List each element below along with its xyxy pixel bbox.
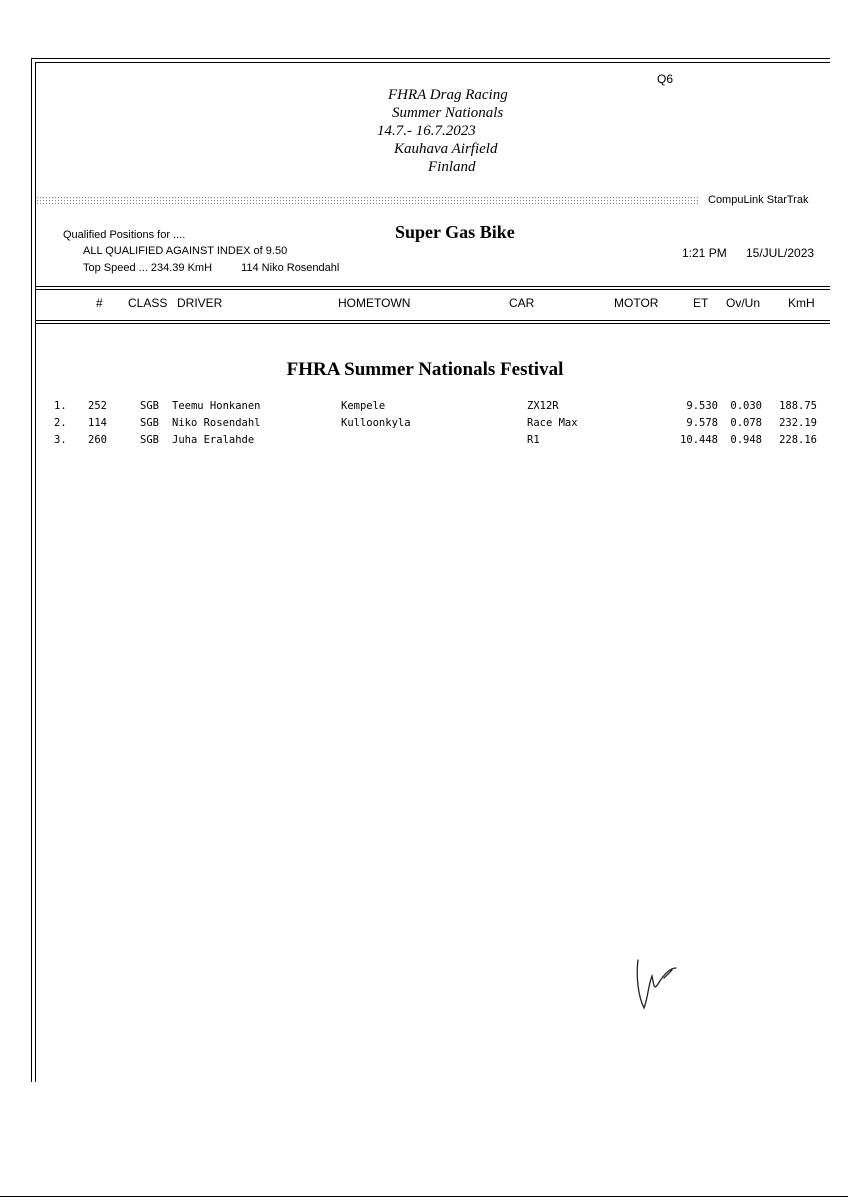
report-code: Q6 [657,72,674,86]
col-driver: DRIVER [177,296,223,310]
event-series: Summer Nationals [392,105,504,121]
header-rule-bottom-b [35,323,830,324]
row-driver: Teemu Honkanen [172,400,261,412]
top-speed-label: Top Speed ... 234.39 KmH [83,262,213,274]
col-motor: MOTOR [614,296,659,310]
row-hometown: Kulloonkyla [341,417,411,429]
row-position: 3. [54,434,67,446]
row-kmh: 188.75 [779,400,817,412]
row-hometown: Kempele [341,400,386,412]
report-date: 15/JUL/2023 [746,246,815,260]
top-speed-holder: 114 Niko Rosendahl [241,262,340,274]
row-ovun: 0.948 [730,434,762,446]
col-car: CAR [509,296,535,310]
frame-top-inner [35,62,830,63]
report-time: 1:21 PM [682,246,727,260]
qualified-index: ALL QUALIFIED AGAINST INDEX of 9.50 [83,245,288,257]
frame-left-outer [31,58,32,1082]
row-car: Race Max [527,417,578,429]
col-kmh: KmH [788,296,815,310]
row-ovun: 0.078 [730,417,762,429]
row-number: 114 [88,417,107,429]
top-speed [83,262,339,274]
system-label: CompuLink StarTrak [708,194,809,206]
table-row [0,434,848,451]
class-title: Super Gas Bike [395,222,515,242]
row-et: 9.578 [686,417,718,429]
festival-title [0,359,848,381]
header-rule-bottom-a [35,320,830,321]
row-car: ZX12R [527,400,559,412]
event-name: FHRA Drag Racing [388,87,508,103]
row-et: 10.448 [680,434,718,446]
event-venue: Kauhava Airfield [394,141,498,157]
festival-title-text: FHRA Summer Nationals Festival [286,359,564,380]
col-ovun: Ov/Un [726,296,761,310]
row-ovun: 0.030 [730,400,762,412]
event-country: Finland [428,159,476,175]
row-kmh: 232.19 [779,417,817,429]
event-header [340,86,570,176]
row-class: SGB [140,400,159,412]
table-row [0,400,848,417]
row-kmh: 228.16 [779,434,817,446]
header-rule-top-b [35,289,830,290]
frame-top-outer [31,58,830,59]
row-position: 2. [54,417,67,429]
row-position: 1. [54,400,67,412]
col-et: ET [693,296,709,310]
frame-left-inner [35,62,36,1082]
col-hometown: HOMETOWN [338,296,411,310]
dotted-separator [36,196,700,205]
row-class: SGB [140,434,159,446]
qualified-for-label: Qualified Positions for .... [63,229,186,241]
col-num: # [96,296,103,310]
handwritten-signature [628,956,688,1016]
row-car: R1 [527,434,540,446]
row-driver: Juha Eralahde [172,434,255,446]
row-number: 260 [88,434,107,446]
event-dates: 14.7.- 16.7.2023 [377,123,476,139]
page-bottom-line [0,1196,848,1197]
row-class: SGB [140,417,159,429]
row-driver: Niko Rosendahl [172,417,261,429]
row-number: 252 [88,400,107,412]
table-row [0,417,848,434]
row-et: 9.530 [686,400,718,412]
col-class: CLASS [128,296,168,310]
header-rule-top-a [35,286,830,287]
